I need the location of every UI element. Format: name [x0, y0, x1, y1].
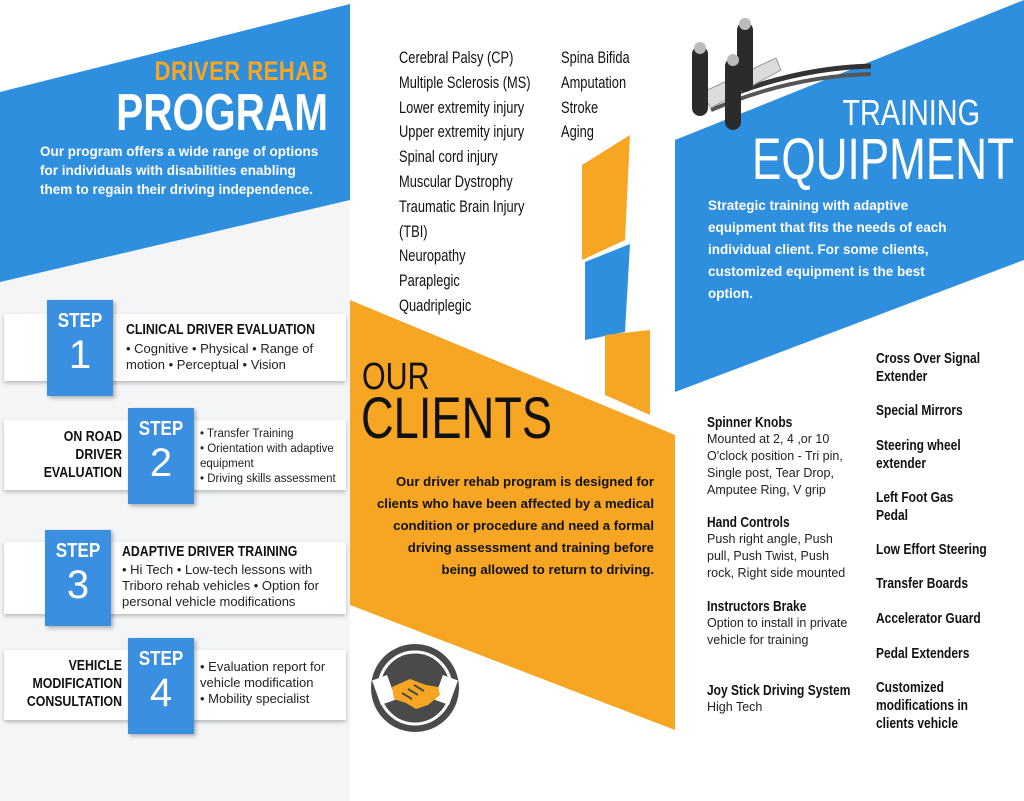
step-4-bullets	[200, 659, 348, 707]
equipment-item-title: Hand Controls	[707, 514, 790, 531]
step-3-desc: • Hi Tech • Low-tech lessons with Triboro rehab vehicles • Option for personal vehicle modifications	[122, 562, 319, 609]
equipment-item-right: Special Mirrors	[876, 402, 963, 419]
step-4-bullet: • Evaluation report for vehicle modification	[200, 659, 326, 690]
equipment-item-right: Low Effort Steering	[876, 541, 987, 558]
equipment-title-small: TRAINING	[842, 92, 980, 133]
client-item: Upper extremity injury	[399, 123, 525, 142]
client-item: Stroke	[561, 98, 599, 117]
client-item: Spinal cord injury	[399, 148, 498, 167]
program-title-small: DRIVER REHAB	[154, 56, 328, 86]
handshake-icon	[370, 643, 460, 733]
equipment-item	[707, 682, 857, 716]
equipment-item-title: Joy Stick Driving System	[707, 682, 851, 699]
client-item: Neuropathy	[399, 247, 466, 266]
clients-list-left	[399, 46, 568, 319]
equipment-item-right: Cross Over Signal Extender	[876, 350, 981, 385]
clients-desc: Our driver rehab program is designed for clients who have been affected by a medical condition or procedure and need a formal driving assessment and training before being allowed to return to driving.	[376, 474, 654, 577]
equipment-item-right: Left Foot Gas Pedal	[876, 489, 954, 524]
client-item: Amputation	[561, 73, 627, 92]
equipment-item	[707, 514, 857, 582]
client-item: Lower extremity injury	[399, 98, 525, 117]
client-item: Aging	[561, 123, 594, 142]
equipment-item-desc: Mounted at 2, 4 ,or 10 O'clock position - Tri pin, Single post, Tear Drop, Amputee Ring, V grip	[707, 432, 843, 497]
step-4-word: STEP	[138, 648, 184, 670]
step-4-number: 4	[149, 671, 173, 715]
step-1-word: STEP	[57, 310, 103, 332]
clients-title-big: CLIENTS	[361, 386, 553, 451]
equipment-item	[707, 414, 857, 499]
equipment-intro: Strategic training with adaptive equipment that fits the needs of each individual client. For some clients, customized equipment is the best option.	[708, 198, 947, 301]
step-2-bullets	[200, 427, 345, 487]
program-title	[8, 56, 328, 142]
equipment-item-right: Transfer Boards	[876, 575, 969, 592]
equipment-item-right: Steering wheel extender	[876, 437, 961, 472]
step-3-badge	[45, 530, 111, 626]
equipment-item-right: Pedal Extenders	[876, 645, 970, 662]
client-item: Traumatic Brain Injury	[399, 197, 525, 216]
our-clients-panel	[350, 0, 675, 801]
client-item: Muscular Dystrophy	[399, 172, 513, 191]
step-2-word: STEP	[138, 418, 184, 440]
step-3-title: ADAPTIVE DRIVER TRAINING	[122, 544, 298, 560]
client-item: Spina Bifida	[561, 49, 630, 67]
equipment-item-title: Spinner Knobs	[707, 414, 793, 431]
equipment-item-right: Accelerator Guard	[876, 610, 981, 627]
equipment-title-big: EQUIPMENT	[752, 127, 1015, 192]
step-2-number: 2	[149, 441, 173, 485]
step-2-bullet: • Transfer Training	[200, 428, 294, 440]
equipment-item-desc: Option to install in private vehicle for training	[707, 616, 848, 647]
step-1-badge	[47, 300, 113, 396]
training-equipment-panel	[675, 0, 1024, 801]
step-2-badge	[128, 408, 194, 504]
step-1-desc: • Cognitive • Physical • Range of motion • Perceptual • Vision	[126, 341, 314, 372]
step-2-bullet: • Orientation with adaptive equipment	[200, 443, 334, 470]
clients-list-right	[561, 46, 649, 145]
step-4-badge	[128, 638, 194, 734]
equipment-item-title: Instructors Brake	[707, 598, 807, 615]
clients-title-small: OUR	[362, 356, 430, 398]
step-3-number: 3	[66, 563, 90, 607]
client-item: Cerebral Palsy (CP)	[399, 49, 514, 67]
client-item: Paraplegic	[399, 272, 460, 291]
step-2-side-title: ON ROAD DRIVER EVALUATION	[43, 429, 122, 481]
step-2-bullet: • Driving skills assessment	[200, 473, 336, 485]
equipment-item-desc: Push right angle, Push pull, Push Twist, Push rock, Right side mounted	[707, 532, 846, 580]
client-item: (TBI)	[399, 222, 428, 241]
driver-rehab-panel	[0, 0, 350, 801]
step-4-side-title: VEHICLE MODIFICATION CONSULTATION	[26, 658, 123, 710]
step-3-word: STEP	[55, 540, 101, 562]
step-1-title: CLINICAL DRIVER EVALUATION	[126, 322, 315, 338]
client-item: Multiple Sclerosis (MS)	[399, 73, 531, 92]
program-intro: Our program offers a wide range of options for individuals with disabilities enabling them to regain their driving independence.	[40, 144, 319, 197]
client-item: Quadriplegic	[399, 296, 472, 315]
equipment-item-desc: High Tech	[707, 700, 763, 714]
equipment-title	[680, 92, 1015, 192]
step-4-bullet: • Mobility specialist	[200, 691, 310, 706]
step-1-number: 1	[68, 333, 92, 377]
equipment-item-right: Customized modifications in clients vehicle	[876, 679, 969, 732]
program-title-big: PROGRAM	[116, 84, 328, 142]
equipment-item	[707, 598, 857, 649]
